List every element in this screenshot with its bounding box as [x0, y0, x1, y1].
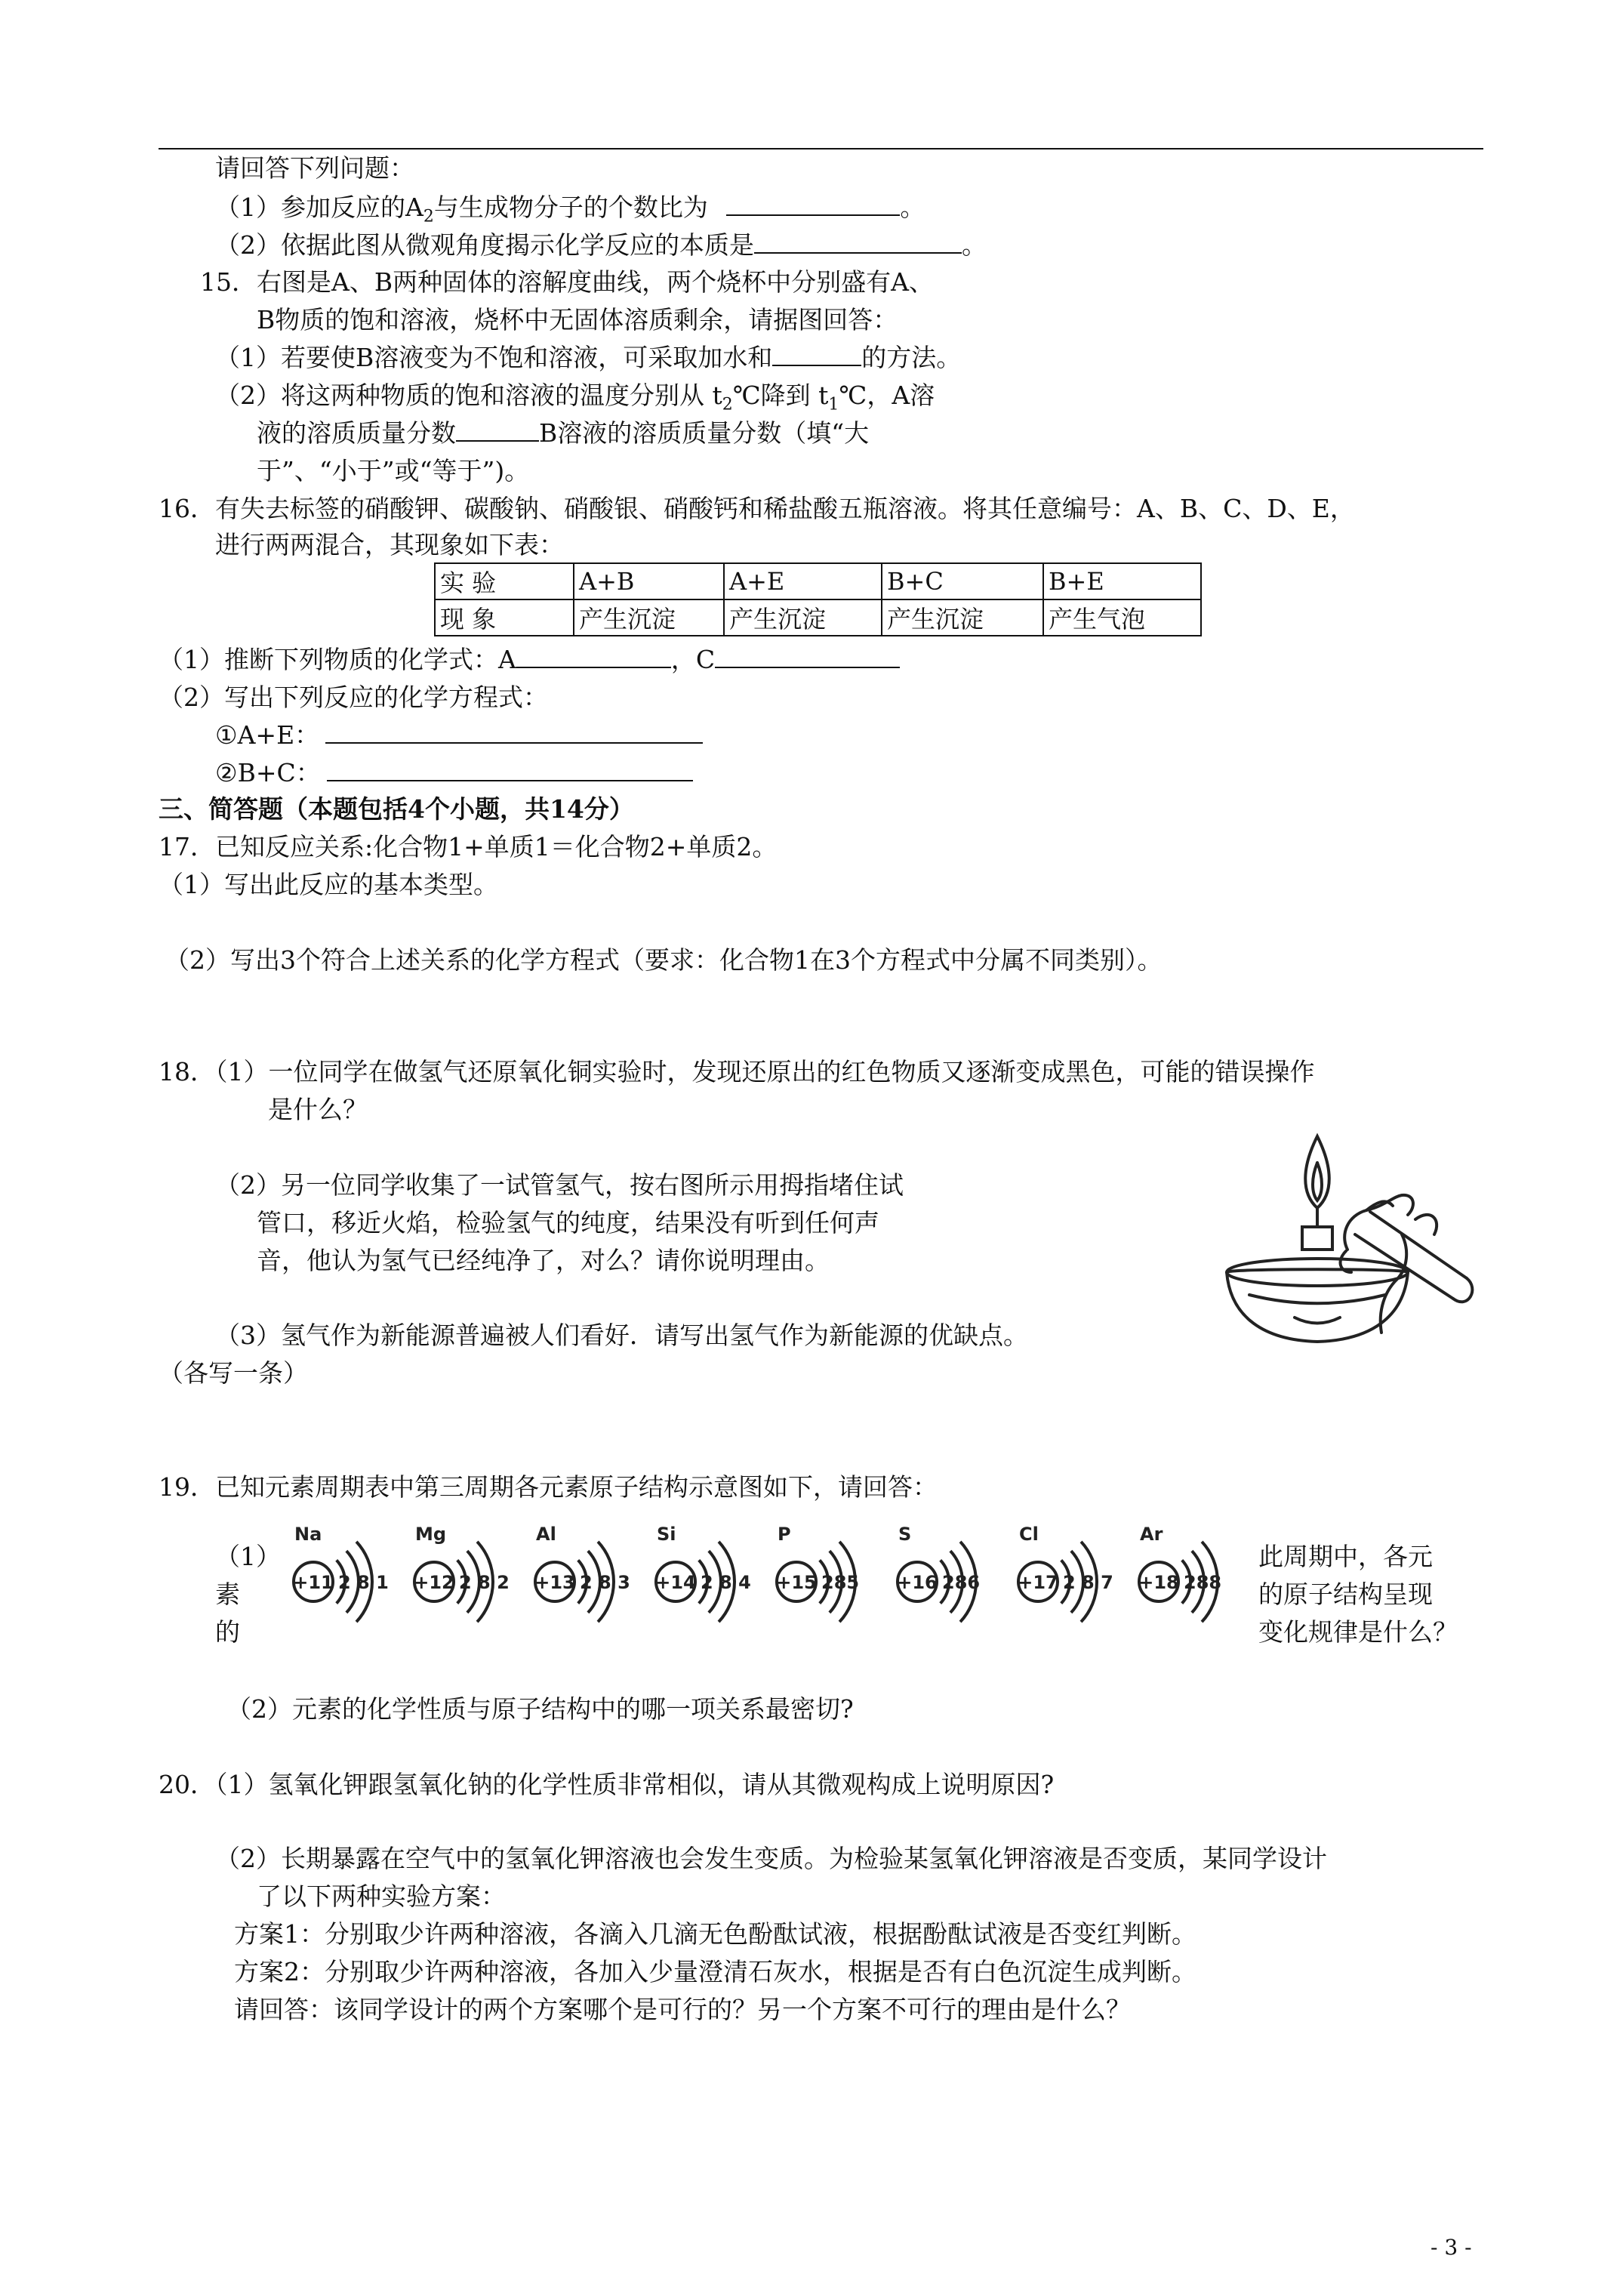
q20-sub1: 20．（1）氢氧化钾跟氢氧化钠的化学性质非常相似，请从其微观构成上说明原因? [159, 1770, 1055, 1799]
q14-sub1 [215, 191, 925, 234]
electron-counts: 2 8 1 [338, 1572, 389, 1593]
q15-sub2 [215, 379, 935, 422]
q16-eq1-blank[interactable] [325, 720, 703, 744]
table-header-cell: 现 象 [435, 599, 574, 636]
table-cell: 产生气泡 [1043, 599, 1201, 636]
q17-line1: 17．已知反应关系:化合物1+单质1＝化合物2+单质2。 [159, 832, 778, 861]
q19-right1: 此周期中，各元 [1258, 1542, 1433, 1571]
q19-left2: 素 [215, 1579, 240, 1609]
header-rule [159, 148, 1483, 149]
q15-method-blank[interactable] [772, 342, 861, 366]
q14-sub1-sub: 2 [423, 207, 434, 227]
electron-counts: 2 8 7 [1063, 1572, 1113, 1593]
q18-sub3-line2: （各写一条） [159, 1358, 308, 1388]
table-cell: 产生沉淀 [574, 599, 724, 636]
q19-line1: 19．已知元素周期表中第三周期各元素原子结构示意图如下，请回答： [159, 1472, 938, 1502]
atom-diagram [897, 1524, 980, 1622]
q17-sub1: （1）写出此反应的基本类型。 [159, 870, 498, 899]
electron-counts: 286 [942, 1572, 981, 1593]
electron-counts: 285 [821, 1572, 860, 1593]
page-number: - 3 - [1431, 2235, 1472, 2260]
q14-ratio-blank[interactable] [726, 192, 900, 216]
q15-sub1-b: 的方法。 [861, 343, 962, 372]
q17-sub2: （2）写出3个符合上述关系的化学方程式（要求：化合物1在3个方程式中分属不同类别）。 [165, 945, 1163, 975]
nucleus-charge: +11 [293, 1572, 334, 1593]
atom-symbol: Al [536, 1524, 556, 1545]
q20-sub2-line1: （2）长期暴露在空气中的氢氧化钾溶液也会发生变质。为检验某氢氧化钾溶液是否变质，某同学设计 [215, 1844, 1327, 1873]
q15-sub2-b: ℃降到 t [732, 381, 829, 410]
atom-diagram [655, 1524, 751, 1622]
atom-diagram [414, 1524, 510, 1622]
q16-sub2: （2）写出下列反应的化学方程式： [159, 683, 548, 712]
nucleus-charge: +17 [1018, 1572, 1058, 1593]
q15-line2: B物质的饱和溶液，烧杯中无固体溶质剩余，请据图回答： [257, 305, 898, 334]
q18-sub1-line1: 18．（1）一位同学在做氢气还原氧化铜实验时，发现还原出的红色物质又逐渐变成黑色，可能的错误操作 [159, 1057, 1315, 1086]
section-title-short-answer: 三、简答题（本题包括4个小题，共14分） [159, 794, 634, 824]
q16-eq1-label: ①A+E： [215, 720, 320, 750]
q18-sub2-line1: （2）另一位同学收集了一试管氢气，按右图所示用拇指堵住试 [215, 1170, 904, 1200]
atom-symbol: Si [657, 1524, 676, 1545]
q20-question: 请回答：该同学设计的两个方案哪个是可行的？另一个方案不可行的理由是什么？ [234, 1995, 1131, 2024]
q16-sub1-a: （1）推断下列物质的化学式：A [159, 645, 516, 674]
hydrogen-test-illustration [1204, 1121, 1476, 1351]
q19-right2: 的原子结构呈现 [1258, 1579, 1433, 1609]
atom-diagram [1138, 1524, 1221, 1622]
table-header-cell: 实 验 [435, 563, 574, 599]
table-cell: B+C [882, 563, 1043, 599]
electron-counts: 2 8 2 [459, 1572, 510, 1593]
nucleus-charge: +16 [897, 1572, 938, 1593]
electron-counts: 288 [1184, 1572, 1222, 1593]
q18-sub1-line2: 是什么？ [268, 1095, 368, 1124]
q16-c-blank[interactable] [715, 644, 900, 668]
table-cell: B+E [1043, 563, 1201, 599]
q14-sub1-end: 。 [900, 193, 925, 222]
q20-plan1: 方案1：分别取少许两种溶液，各滴入几滴无色酚酞试液，根据酚酞试液是否变红判断。 [234, 1919, 1196, 1949]
q15-sub2-line2 [257, 417, 869, 450]
q15-sub2-sub2: 1 [828, 395, 839, 415]
electron-counts: 2 8 4 [701, 1572, 751, 1593]
atom-symbol: P [778, 1524, 791, 1545]
table-cell: 产生沉淀 [724, 599, 882, 636]
q14-sub2-end: 。 [962, 230, 987, 260]
nucleus-charge: +13 [534, 1572, 575, 1593]
atom-diagram [534, 1524, 630, 1622]
table-cell: A+B [574, 563, 724, 599]
q14-sub1-b: 与生成物分子的个数比为 [433, 193, 708, 222]
q15-sub2-line2-a: 液的溶质质量分数 [257, 418, 456, 448]
q19-left1: （1） [215, 1542, 281, 1571]
q15-compare-blank[interactable] [456, 418, 539, 442]
q14-sub1-a: （1）参加反应的A [215, 193, 423, 222]
atom-symbol: Cl [1019, 1524, 1039, 1545]
q19-sub2: （2）元素的化学性质与原子结构中的哪一项关系最密切? [226, 1694, 854, 1724]
table-row [435, 599, 1201, 636]
q16-a-blank[interactable] [516, 644, 671, 668]
atom-symbol: Mg [415, 1524, 447, 1545]
table-cell: 产生沉淀 [882, 599, 1043, 636]
q18-sub2-line2: 管口，移近火焰，检验氢气的纯度，结果没有听到任何声 [257, 1208, 879, 1237]
q15-sub2-line2-b: B溶液的溶质质量分数（填“大 [539, 418, 870, 448]
table-cell: A+E [724, 563, 882, 599]
q18-sub2-line3: 音，他认为氢气已经纯净了，对么？请你说明理由。 [257, 1246, 830, 1275]
atom-structure-diagrams [279, 1510, 1238, 1631]
q20-plan2: 方案2：分别取少许两种溶液，各加入少量澄清石灰水，根据是否有白色沉淀生成判断。 [234, 1957, 1196, 1986]
nucleus-charge: +18 [1138, 1572, 1179, 1593]
table-row [435, 563, 1201, 599]
q16-line2: 进行两两混合，其现象如下表： [215, 530, 564, 559]
q15-sub2-a: （2）将这两种物质的饱和溶液的温度分别从 t [215, 381, 722, 410]
q19-left3: 的 [215, 1617, 240, 1647]
q16-sub1-b: ，C [670, 645, 716, 674]
atom-symbol: Ar [1140, 1524, 1163, 1545]
q16-eq1 [215, 719, 703, 752]
q15-sub2-c: ℃，A溶 [839, 381, 935, 410]
atom-diagram [776, 1524, 859, 1622]
atom-diagram [293, 1524, 389, 1622]
atom-symbol: Na [294, 1524, 322, 1545]
q16-eq2-label: ②B+C： [215, 758, 321, 787]
q16-line1: 16．有失去标签的硝酸钾、碳酸钠、硝酸银、硝酸钙和稀盐酸五瓶溶液。将其任意编号：A、B、C、D、E， [159, 494, 1355, 523]
nucleus-charge: +14 [655, 1572, 696, 1593]
q15-sub2-line3: 于”、“小于”或“等于”)。 [257, 456, 530, 485]
q19-right3: 变化规律是什么？ [1258, 1617, 1458, 1647]
q15-sub2-sub1: 2 [722, 395, 733, 415]
q16-sub1 [159, 643, 900, 676]
q16-eq2-blank[interactable] [327, 757, 693, 781]
q14-sub2 [215, 229, 987, 262]
atom-symbol: S [898, 1524, 912, 1545]
electron-counts: 2 8 3 [580, 1572, 630, 1593]
atom-diagram [1018, 1524, 1113, 1622]
q20-sub2-line2: 了以下两种实验方案： [257, 1881, 506, 1911]
q14-essence-blank[interactable] [754, 230, 962, 254]
q14-sub2-text: （2）依据此图从微观角度揭示化学反应的本质是 [215, 230, 754, 260]
nucleus-charge: +12 [414, 1572, 454, 1593]
q15-sub1-a: （1）若要使B溶液变为不饱和溶液，可采取加水和 [215, 343, 773, 372]
nucleus-charge: +15 [776, 1572, 817, 1593]
q16-experiment-table [434, 562, 1202, 636]
q18-sub3-line1: （3）氢气作为新能源普遍被人们看好．请写出氢气作为新能源的优缺点。 [215, 1321, 1028, 1350]
q15-sub1 [215, 341, 961, 374]
q16-eq2 [215, 757, 693, 790]
q14-prompt: 请回答下列问题： [215, 153, 414, 183]
q15-line1: 15．右图是A、B两种固体的溶解度曲线，两个烧杯中分别盛有A、 [200, 267, 934, 297]
